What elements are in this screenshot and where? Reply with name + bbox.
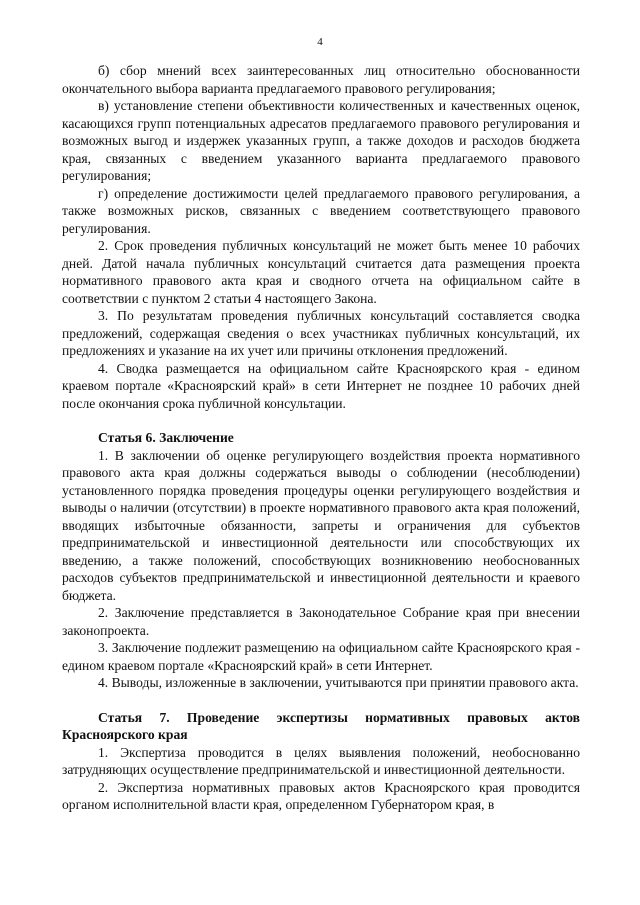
article-6-paragraph-1: 1. В заключении об оценке регулирующего воздействия проекта нормативного правового акта края должны содержаться выводы о соблюдении (несоблюдении) установленного порядка проведения процедуры оценки регулирующего воздействия и выводы о наличии (отсутствии) в проекте нормативного правового акта края положений, вводящих избыточные обязанности, запреты и ограничения для субъектов предпринимательской и инвестиционной деятельности или способствующих их введению, а также положений, способствующих возникновению необоснованных расходов субъектов предпринимательской и инвестиционной деятельности и краевого бюджета. xyxy=(62,447,580,603)
paragraph-5-2: 2. Срок проведения публичных консультаций не может быть менее 10 рабочих дней. Датой начала публичных консультаций считается дата размещения проекта нормативного правового акта края и сводного отчета на официальном сайте в соответствии с пунктом 2 статьи 4 настоящего Закона. xyxy=(62,238,580,306)
document-body xyxy=(62,62,580,814)
article-6-paragraph-3: 3. Заключение подлежит размещению на официальном сайте Красноярского края - едином краевом портале «Красноярский край» в сети Интернет. xyxy=(62,640,580,673)
spacer xyxy=(62,692,580,709)
article-7-paragraph-2: 2. Экспертиза нормативных правовых актов Красноярского края проводится органом исполнительной власти края, определенном Губернатором края, в xyxy=(62,779,580,812)
spacer xyxy=(62,412,580,429)
article-6-heading: Статья 6. Заключение xyxy=(98,430,234,445)
paragraph-5-3: 3. По результатам проведения публичных консультаций составляется сводка предложений, содержащая сведения о всех участниках публичных консультаций, их предложениях и указание на их учет или причины отклонения предложений. xyxy=(62,308,580,358)
page-number: 4 xyxy=(317,36,323,48)
article-6-paragraph-4: 4. Выводы, изложенные в заключении, учитываются при принятии правового акта. xyxy=(98,675,579,690)
paragraph-g: г) определение достижимости целей предлагаемого правового регулирования, а также возможных рисков, связанных с введением соответствующего правового регулирования. xyxy=(62,185,580,236)
article-7-paragraph-1: 1. Экспертиза проводится в целях выявления положений, необоснованно затрудняющих осуществление предпринимательской и инвестиционной деятельности. xyxy=(62,744,580,777)
article-7-heading: Статья 7. Проведение экспертизы нормативных правовых актов Красноярского края xyxy=(62,709,580,742)
article-6-paragraph-2: 2. Заключение представляется в Законодательное Собрание края при внесении законопроекта. xyxy=(62,605,580,638)
paragraph-5-4: 4. Сводка размещается на официальном сайте Красноярского края - едином краевом портале «Красноярский край» в сети Интернет не позднее 10 рабочих дней после окончания срока публичной консультации. xyxy=(62,360,580,411)
paragraph-b: б) сбор мнений всех заинтересованных лиц относительно обоснованности окончательного выбора варианта предлагаемого правового регулирования; xyxy=(62,63,580,96)
paragraph-v: в) установление степени объективности количественных и качественных оценок, касающихся групп потенциальных адресатов предлагаемого правового регулирования и возможных выгод и издержек указанных групп, а также доходов и расходов бюджета края, связанных с введением указанного варианта предлагаемого правового регулирования; xyxy=(62,98,580,183)
